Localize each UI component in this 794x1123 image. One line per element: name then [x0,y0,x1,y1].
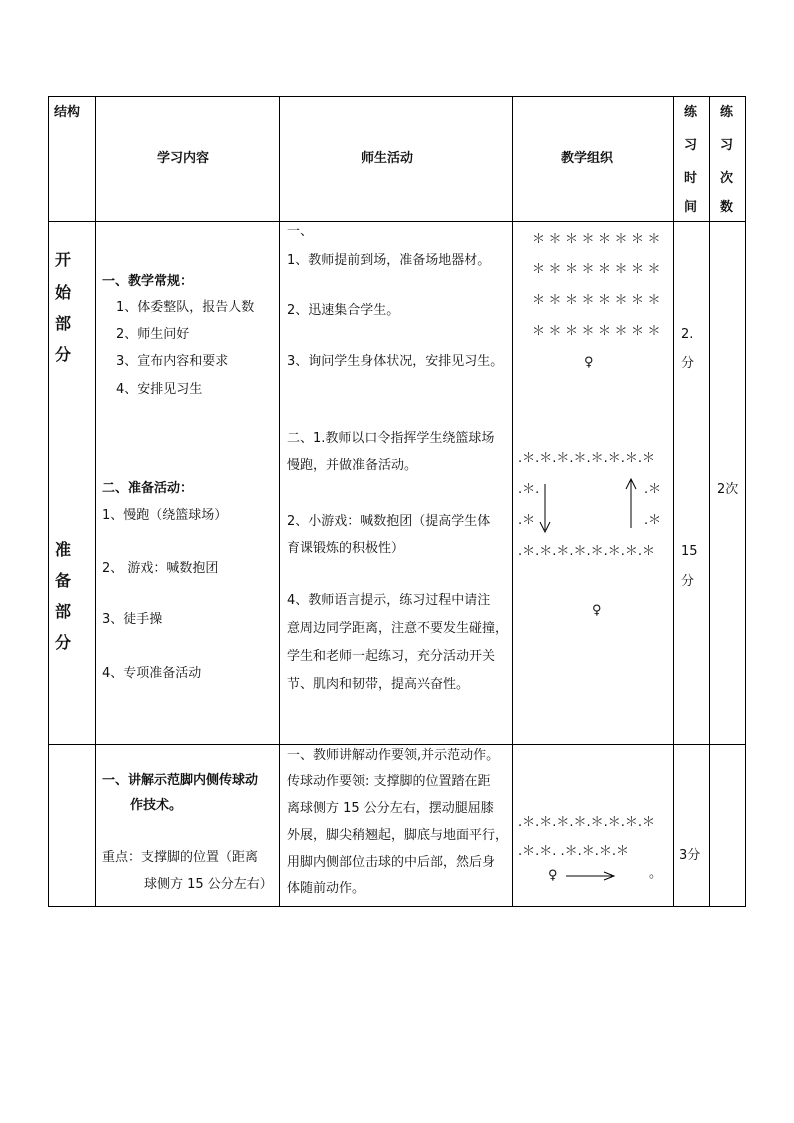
warmup-item: 4、专项准备活动 [102,666,202,681]
formation-row: .＊.＊.＊.＊.＊.＊.＊.＊ [518,815,656,830]
formation-side: .＊ [644,482,662,497]
teacher-symbol: ♀ [592,603,602,618]
header-activity: 师生活动 [361,151,414,166]
activity-line: 2、小游戏：喊数抱团（提高学生体 [287,514,491,529]
activity-head: 一、 [287,224,314,239]
activity-line: 外展，脚尖稍翘起，脚底与地面平行， [287,828,509,843]
activity-line: 二、1.教师以口令指挥学生绕篮球场 [287,431,495,446]
formation-side: .＊ [644,513,662,528]
time-value: 2. [681,327,694,342]
time-value: 15 [681,544,698,559]
header-organization: 教学组织 [561,151,614,166]
activity-line: 1、教师提前到场，准备场地器材。 [287,253,491,268]
routine-item: 2、师生问好 [116,327,190,342]
routine-item: 4、安排见习生 [116,382,203,397]
teacher-symbol: ♀ [584,355,594,370]
warmup-title: 二、准备活动： [102,481,194,496]
demo-title-cont: 作技术。 [130,798,183,813]
focus-line: 重点：支撑脚的位置（距离 [102,850,259,865]
warmup-item: 2、 游戏：喊数抱团 [102,561,219,576]
activity-line: 传球动作要领: 支撑脚的位置踏在距 [287,774,491,789]
formation-side: .＊ [518,513,536,528]
activity-line: 离球侧方 15 公分左右，摆动腿屈膝 [287,801,494,816]
time-unit: 分 [681,356,695,371]
formation-row-top: .＊.＊.＊.＊.＊.＊.＊.＊ [518,451,656,466]
activity-line: 4、教师语言提示，练习过程中请注 [287,593,491,608]
activity-line: 2、迅速集合学生。 [287,303,400,318]
activity-line: 体随前动作。 [287,881,366,896]
header-structure: 结构 [54,105,81,120]
activity-line: 意周边同学距离，注意不要发生碰撞， [287,621,509,636]
header-content: 学习内容 [157,151,210,166]
routine-item: 3、宣布内容和要求 [116,354,229,369]
demo-title: 一、讲解示范脚内侧传球动 [102,773,259,788]
activity-line: 育课锻炼的积极性） [287,541,405,556]
activity-line: 一、教师讲解动作要领,并示范动作。 [287,748,500,763]
warmup-item: 3、徒手操 [102,612,163,627]
focus-line: 球侧方 15 公分左右） [144,877,273,892]
time-value: 3分 [679,848,701,863]
formation-row: .＊.＊. .＊.＊.＊.＊ [518,844,630,859]
formation-side: .＊. [518,482,540,497]
teacher-symbol: ♀ [548,868,558,883]
lesson-plan-page: 结构 学习内容 师生活动 教学组织 练 习 时 间 练 习 次 数 开 始 部 分 一、教学常规： 1、体委整队，报告人数 2、师生问好 3、宣布内容和要求 4、安排见习生 一、 1、教师提前到场，准备场地器材。 2、迅速集合学生。 3、询问学生身体状况，安排见习生。 ＊＊＊＊＊＊＊＊ ＊＊＊＊＊＊＊＊ ＊＊＊＊＊＊＊＊ ＊＊＊＊＊＊＊＊ ♀ 2. 分 2次 准 备 部 分 二、准备活动： 1、慢跑（绕篮球场） 2、 游戏：喊数抱团 3、徒手操 4、专项准备活动 二、1.教师以口令指挥学生绕篮球场 慢跑，并做准备活动。 2、小游戏：喊数抱团（提高学生体 育课锻炼的积极性） 4、教师语言提示，练习过程中请注 意周边同学距离，注意不要发生碰撞， 学生和老师一起练习，充分活动开关 节、肌肉和韧带，提高兴奋性。 .＊.＊.＊.＊.＊.＊.＊.＊ .＊. .＊ .＊ .＊ .＊.＊.＊.＊.＊.＊.＊.＊ ♀ 15 分 一、讲解示范脚内侧传球动 作技术。 重点：支撑脚的位置（距离 球侧方 15 公分左右） 一、教师讲解动作要领,并示范动作。 传球动作要领: 支撑脚的位置踏在距 离球侧方 15 公分左右，摆动腿屈膝 外展，脚尖稍翘起，脚底与地面平行， 用脚内侧部位击球的中后部，然后身 体随前动作。 .＊.＊.＊.＊.＊.＊.＊.＊ .＊.＊. .＊.＊.＊.＊ ♀ 。 3分 [0,0,794,1123]
formation-row-bottom: .＊.＊.＊.＊.＊.＊.＊.＊ [518,544,656,559]
activity-line: 节、肌肉和韧带，提高兴奋性。 [287,677,470,692]
warmup-item: 1、慢跑（绕篮球场） [102,508,228,523]
count-value: 2次 [717,482,739,497]
time-unit: 分 [681,574,695,589]
routine-title: 一、教学常规： [102,274,194,289]
activity-line: 慢跑，并做准备活动。 [287,458,418,473]
ball-symbol: 。 [649,866,663,881]
activity-line: 3、询问学生身体状况，安排见习生。 [287,354,504,369]
routine-item: 1、体委整队，报告人数 [116,300,255,315]
activity-line: 学生和老师一起练习，充分活动开关 [287,649,496,664]
activity-line: 用脚内侧部位击球的中后部，然后身 [287,855,496,870]
